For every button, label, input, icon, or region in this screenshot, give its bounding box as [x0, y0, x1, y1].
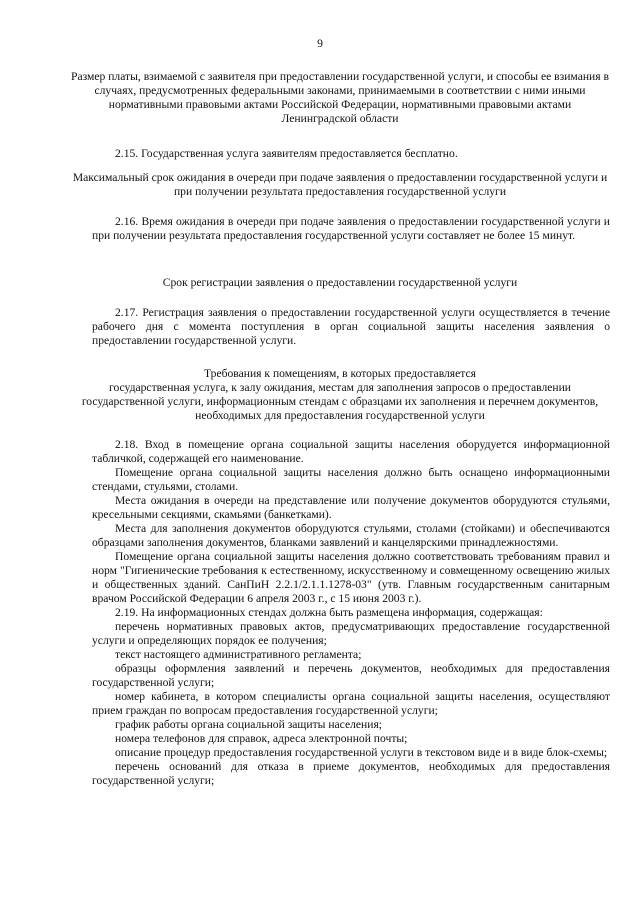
- section-2-15: [92, 147, 610, 161]
- paragraph-2-18-forms: Места для заполнения документов оборудуются стульями, столами (стойками) и обеспечиваются образцами заполнения документов, бланками заявлений и канцелярскими принадлежностями.: [92, 522, 610, 549]
- paragraph-2-18-sanpin: Помещение органа социальной защиты населения должно соответствовать требованиям правил и норм "Гигиенические требования к естественному, искусственному и совмещенному освещению жилых и общественных зданий. СанПиН 2.2.1/2.1.1.1278-03" (утв. Главным государственным санитарным врачом Российской Федерации 6 апреля 2003 г., с 15 июня 2003 г.).: [92, 550, 610, 605]
- list-item: перечень оснований для отказа в приеме документов, необходимых для предоставления государственной услуги;: [92, 760, 610, 787]
- list-item: описание процедур предоставления государственной услуги в текстовом виде и в виде блок-схемы;: [115, 746, 608, 759]
- list-item: график работы органа социальной защиты населения;: [115, 718, 382, 731]
- paragraph-2-16: 2.16. Время ожидания в очереди при подаче заявления о предоставлении государственной услуги и при получении результата предоставления государственной услуги составляет не более 15 минут.: [92, 215, 610, 242]
- heading-premises-line2: государственная услуга, к залу ожидания, местам для заполнения запросов о предоставлении государственной услуги, информационным стендам с образцами их заполнения и перечнем документов, необходимых для предоставления государственной услуги: [81, 381, 599, 422]
- paragraph-2-18-equipment: Помещение органа социальной защиты населения должно быть оснащено информационными стендами, стульями, столами.: [92, 466, 610, 493]
- paragraph-2-17: 2.17. Регистрация заявления о предоставлении государственной услуги осуществляется в течение рабочего дня с момента поступления в орган социальной защиты населения заявления о предоставлении государственной услуги.: [92, 306, 610, 347]
- heading-premises: [70, 367, 610, 423]
- paragraph-2-19-intro: 2.19. На информационных стендах должна быть размещена информация, содержащая:: [115, 606, 543, 619]
- heading-premises-line1: Требования к помещениям, в которых предоставляется: [204, 367, 476, 380]
- section-2-18: [92, 438, 610, 788]
- heading-registration: Срок регистрации заявления о предоставлении государственной услуги: [162, 276, 518, 289]
- list-item: текст настоящего административного регламента;: [115, 648, 362, 661]
- heading-wait-time: Максимальный срок ожидания в очереди при подаче заявления о предоставлении государственной услуги и при получении результата предоставления государственной услуги: [72, 171, 608, 198]
- paragraph-2-15: 2.15. Государственная услуга заявителям предоставляется бесплатно.: [115, 147, 458, 160]
- paragraph-2-18-entrance: 2.18. Вход в помещение органа социальной защиты населения оборудуется информационной табличкой, содержащей его наименование.: [92, 438, 610, 465]
- paragraph-2-18-waiting: Места ожидания в очереди на представление или получение документов оборудуются стульями, кресельными секциями, скамьями (банкетками).: [92, 494, 610, 521]
- list-item: номера телефонов для справок, адреса электронной почты;: [115, 732, 408, 745]
- section-2-16: [92, 215, 610, 243]
- list-item: перечень нормативных правовых актов, предусматривающих предоставление государственной услуги и определяющих порядок ее получения;: [92, 620, 610, 647]
- page-number: 9: [317, 37, 323, 50]
- list-item: номер кабинета, в котором специалисты органа социальной защиты населения, осуществляют прием граждан по вопросам предоставления государственной услуги;: [92, 690, 610, 717]
- section-2-17: [92, 306, 610, 348]
- list-item: образцы оформления заявлений и перечень документов, необходимых для предоставления государственной услуги;: [92, 662, 610, 689]
- heading-fee: Размер платы, взимаемой с заявителя при предоставлении государственной услуги, и способы ее взимания в случаях, предусмотренных федеральными законами, принимаемыми в соответствии с ними иными нормативными правовыми актами Российской Федерации, нормативными правовыми актами Ленинградской области: [71, 70, 609, 125]
